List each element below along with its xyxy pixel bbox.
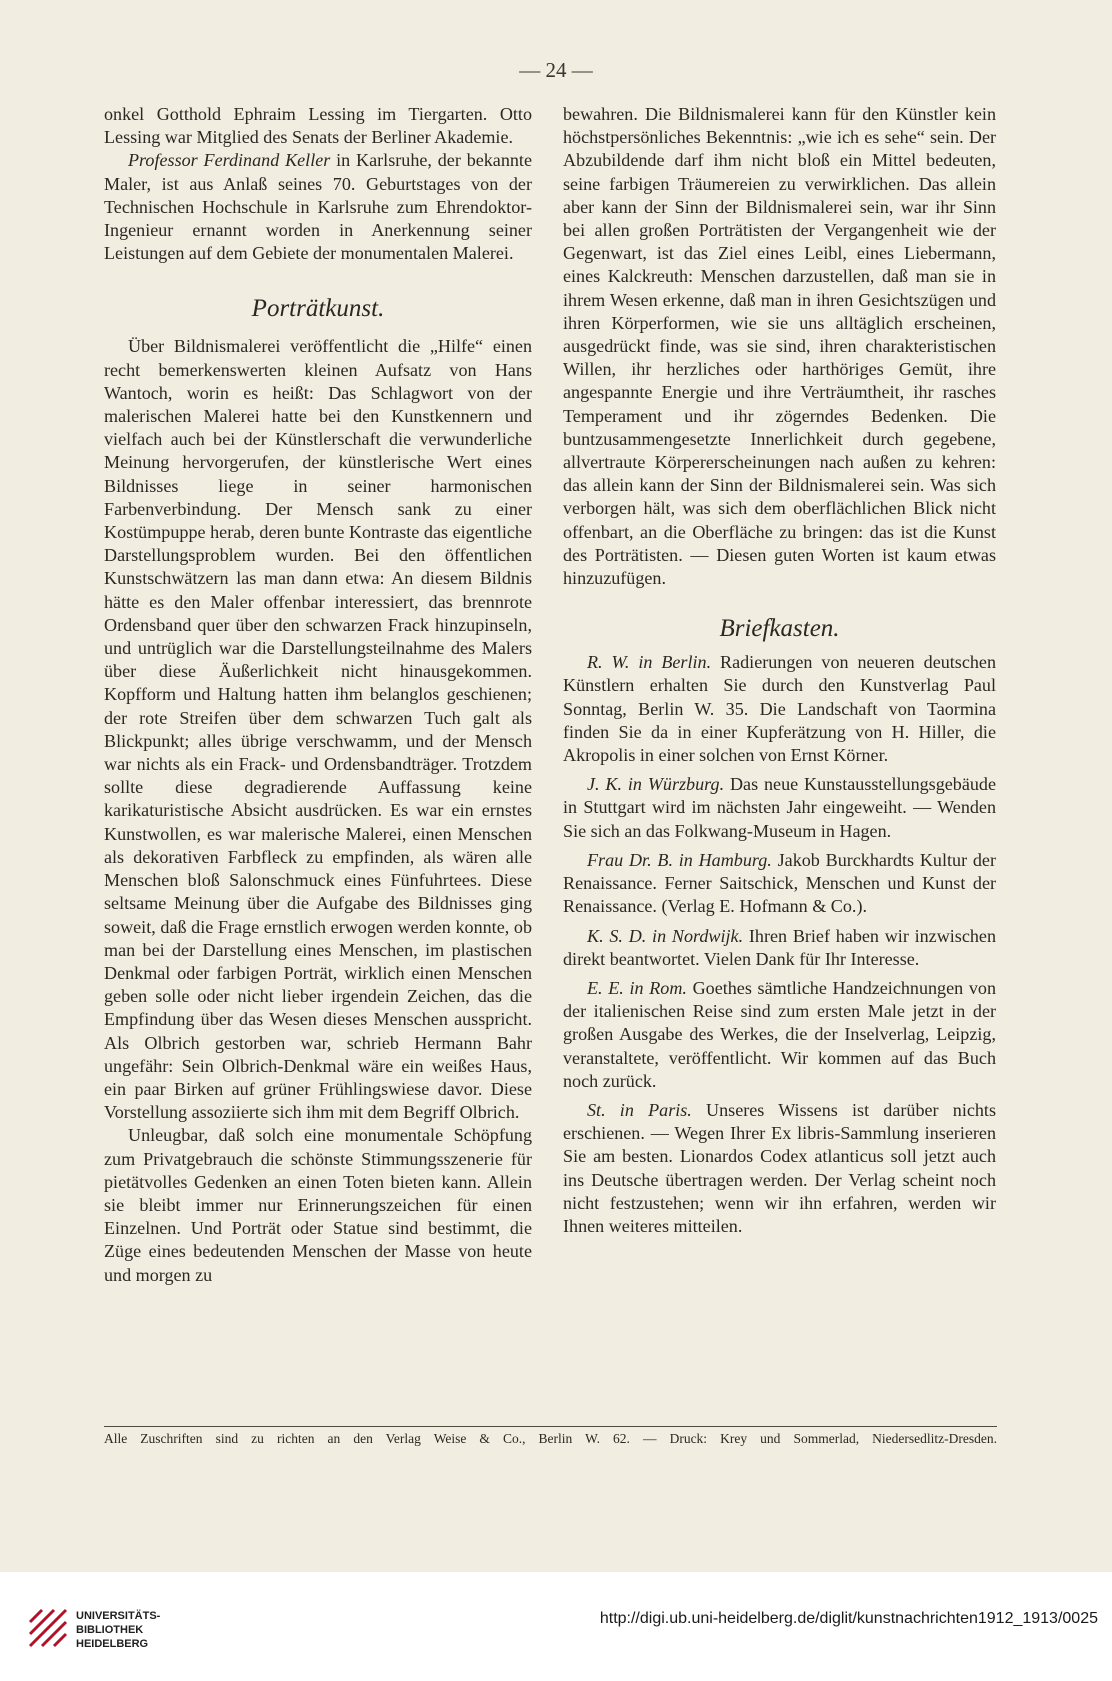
letter-text: Jakob Burckhardts Kultur der Renaissance. Ferner Saitschick, Menschen und Kunst der Renaissance. (Verlag E. Hofmann & Co.).	[563, 849, 996, 917]
letter-addressee: R. W. in Berlin.	[587, 652, 712, 673]
right-column	[563, 103, 996, 1244]
letter-entry	[563, 773, 996, 843]
left-paragraph-3: Über Bildnismalerei veröffentlicht die „Hilfe“ einen recht bemerkenswerten kleinen Aufsatz von Hans Wantoch, worin es heißt: Das Schlagwort von der malerischen Malerei hatte bei den Kunstkennern und vielfach auch bei der Künstlerschaft die verwunderliche Meinung hervorgerufen, der künstlerische Wert eines Bildnisses liege in seiner harmonischen Farbenverbindung. Der Mensch sank zu einer Kostümpuppe herab, deren bunte Kontraste das eigentliche Darstellungsproblem wurden. Bei den öffentlichen Kunstschwätzern las man dann etwa: An diesem Bildnis hätte es den Maler offenbar interessiert, das brennrote Ordensband quer über den schwarzen Frack hinzupinseln, und untrüglich war die Darstellungsteilnahme des Malers über diese Äußerlichkeit nicht hinausgekommen. Kopfform und Haltung hatten ihm belanglos geschienen; der rote Streifen über dem schwarzen Tuch galt als Blickpunkt; alles übrige verschwamm, und der Mensch war nichts als ein Frack- und Ordensbandträger. Trotzdem sollte diese degradierende Auffassung keine karikaturistische Absicht ausdrücken. Es war ein ernstes Kunstwollen, es war malerische Malerei, einen Menschen als dekorativen Farbfleck zu empfinden, als wären alle Menschen bloß Salonschmuck eines Fünfuhrtees. Diese seltsame Meinung über die Aufgabe des Bildnisses ging soweit, daß die Frage ernstlich erwogen werden konnte, ob man bei der Darstellung eines Menschen, im plastischen Denkmal oder farbigen Porträt, wirklich einen Menschen geben solle oder nicht lieber irgendein Zeichen, das die Empfindung über das Wesen dieses Menschen ausspricht. Als Olbrich gestorben war, schrieb Hermann Bahr ungefähr: Sein Olbrich-Denkmal wäre ein weißes Haus, ein paar Birken auf grüner Frühlingswiese davor. Diese Vorstellung assoziierte sich ihm mit dem Begriff Olbrich.	[104, 336, 532, 1123]
letter-entry	[563, 849, 996, 919]
page-number: — 24 —	[519, 58, 593, 82]
section-heading-portraetkunst: Porträtkunst.	[251, 295, 385, 323]
letter-entry	[563, 925, 996, 971]
letter-text: Das neue Kunstausstellungsgebäude in Stuttgart wird im nächsten Jahr eingeweiht. — Wenden Sie sich an das Folkwang-Museum in Hagen.	[563, 774, 997, 841]
letter-entry	[563, 1099, 996, 1238]
professor-name: Professor Ferdinand Keller	[128, 150, 331, 171]
letter-entry	[563, 651, 996, 767]
library-name-line-2: BIBLIOTHEK	[76, 1624, 144, 1636]
left-paragraph-1: onkel Gotthold Ephraim Lessing im Tiergarten. Otto Lessing war Mitglied des Senats der Berliner Akademie.	[104, 104, 532, 148]
letter-addressee: E. E. in Rom.	[587, 977, 687, 998]
letter-addressee: J. K. in Würzburg.	[587, 774, 725, 795]
library-logo	[26, 1606, 256, 1656]
library-logo-icon	[26, 1606, 70, 1650]
letter-addressee: K. S. D. in Nordwijk.	[587, 925, 744, 946]
right-paragraph-1: bewahren. Die Bildnismalerei kann für den Künstler kein höchstpersönliches Bekenntnis: „wie ich es sehe“ sein. Der Abzubildende darf ihm nicht bloß ein Mittel bedeuten, seine farbigen Träumereien zu verwirklichen. Das allein aber kann der Sinn der Bildnismalerei sein, war ihr Sinn bei allen großen Porträtisten der Vergangenheit wie der Gegenwart, ist das Ziel eines Leibl, eines Liebermann, eines Kalckreuth: Menschen darzustellen, daß man sie in ihrem Wesen erkenne, daß man in ihren Gesichtszügen und ihren Körperformen, wie sie uns alltäglich erscheinen, ausgedrückt finde, was sie sind, ihren charakteristischen Willen, ihr herzliches oder harthöriges Gemüt, ihre angespannte Energie und ihre Verträumtheit, ihr rasches Temperament und ihr zögerndes Bedenken. Die buntzusammengesetzte Innerlichkeit durch gegebene, allvertraute Körpererscheinungen nach außen zu kehren: das allein kann der Sinn der Bildnismalerei sein. Was sich verborgen hält, was sich dem oberflächlichen Blick nicht offenbart, an die Oberfläche zu bringen: das ist die Kunst des Porträtisten. — Diesen guten Worten ist kaum etwas hinzuzufügen.	[563, 104, 996, 589]
letter-text: Unseres Wissens ist darüber nichts erschienen. — Wegen Ihrer Ex libris-Sammlung inserieren Sie am besten. Lionardos Codex atlanticus soll jetzt auch ins Deutsche übertragen werden. Der Verlag scheint noch nicht festzustehen; wenn wir ihn erfahren, werden wir Ihnen weiteres mitteilen.	[563, 1099, 996, 1236]
library-name-line-3: HEIDELBERG	[76, 1638, 149, 1650]
letter-text: Radierungen von neueren deutschen Künstlern erhalten Sie durch den Kunstverlag Paul Sonntag, Berlin W. 35. Die Landschaft von Taormina finden Sie da in einer Kupferätzung von H. Hiller, die Akropolis in einer solchen von Ernst Körner.	[563, 652, 996, 766]
left-paragraph-2-text: in Karlsruhe, der bekannte Maler, ist aus Anlaß seines 70. Geburtstages von der Technischen Hochschule in Karlsruhe zum Ehrendoktor-Ingenieur ernannt worden in Anerkennung seiner Leistungen auf dem Gebiete der monumentalen Malerei.	[104, 150, 532, 264]
left-paragraph-4: Unleugbar, daß solch eine monumentale Schöpfung zum Privatgebrauch die schönste Stimmungsszenerie für pietätvolles Gedenken an einen Toten bieten kann. Allein sie bleibt immer nur Erinnerungszeichen für einen Einzelnen. Und Porträt oder Statue sind bestimmt, die Züge eines bedeutenden Menschen der Masse von heute und morgen zu	[104, 1125, 532, 1285]
letter-text: Goethes sämtliche Handzeichnungen von der italienischen Reise sind zum ersten Male jetzt in der großen Ausgabe des Werkes, die der Inselverlag, Leipzig, veranstaltete, veröffentlicht. Wir kommen auf das Buch noch zurück.	[563, 977, 996, 1091]
library-name-line-1: UNIVERSITÄTS-	[76, 1610, 161, 1622]
source-url-link[interactable]: http://digi.ub.uni-heidelberg.de/diglit/kunstnachrichten1912_1913/0025	[599, 1610, 1098, 1627]
letter-text: Ihren Brief haben wir inzwischen direkt beantwortet. Vielen Dank für Ihr Interesse.	[563, 925, 997, 969]
letter-entry	[563, 977, 996, 1093]
footer-note: Alle Zuschriften sind zu richten an den Verlag Weise & Co., Berlin W. 62. — Druck: Krey und Sommerlad, Niedersedlitz-Dresden.	[104, 1431, 997, 1446]
letter-addressee: Frau Dr. B. in Hamburg.	[587, 849, 772, 870]
footer-rule	[104, 1426, 997, 1427]
left-column	[104, 103, 532, 1287]
letter-addressee: St. in Paris.	[587, 1099, 692, 1120]
section-heading-briefkasten: Briefkasten.	[719, 615, 840, 643]
library-name	[76, 1609, 160, 1651]
left-paragraph-2	[104, 149, 532, 265]
